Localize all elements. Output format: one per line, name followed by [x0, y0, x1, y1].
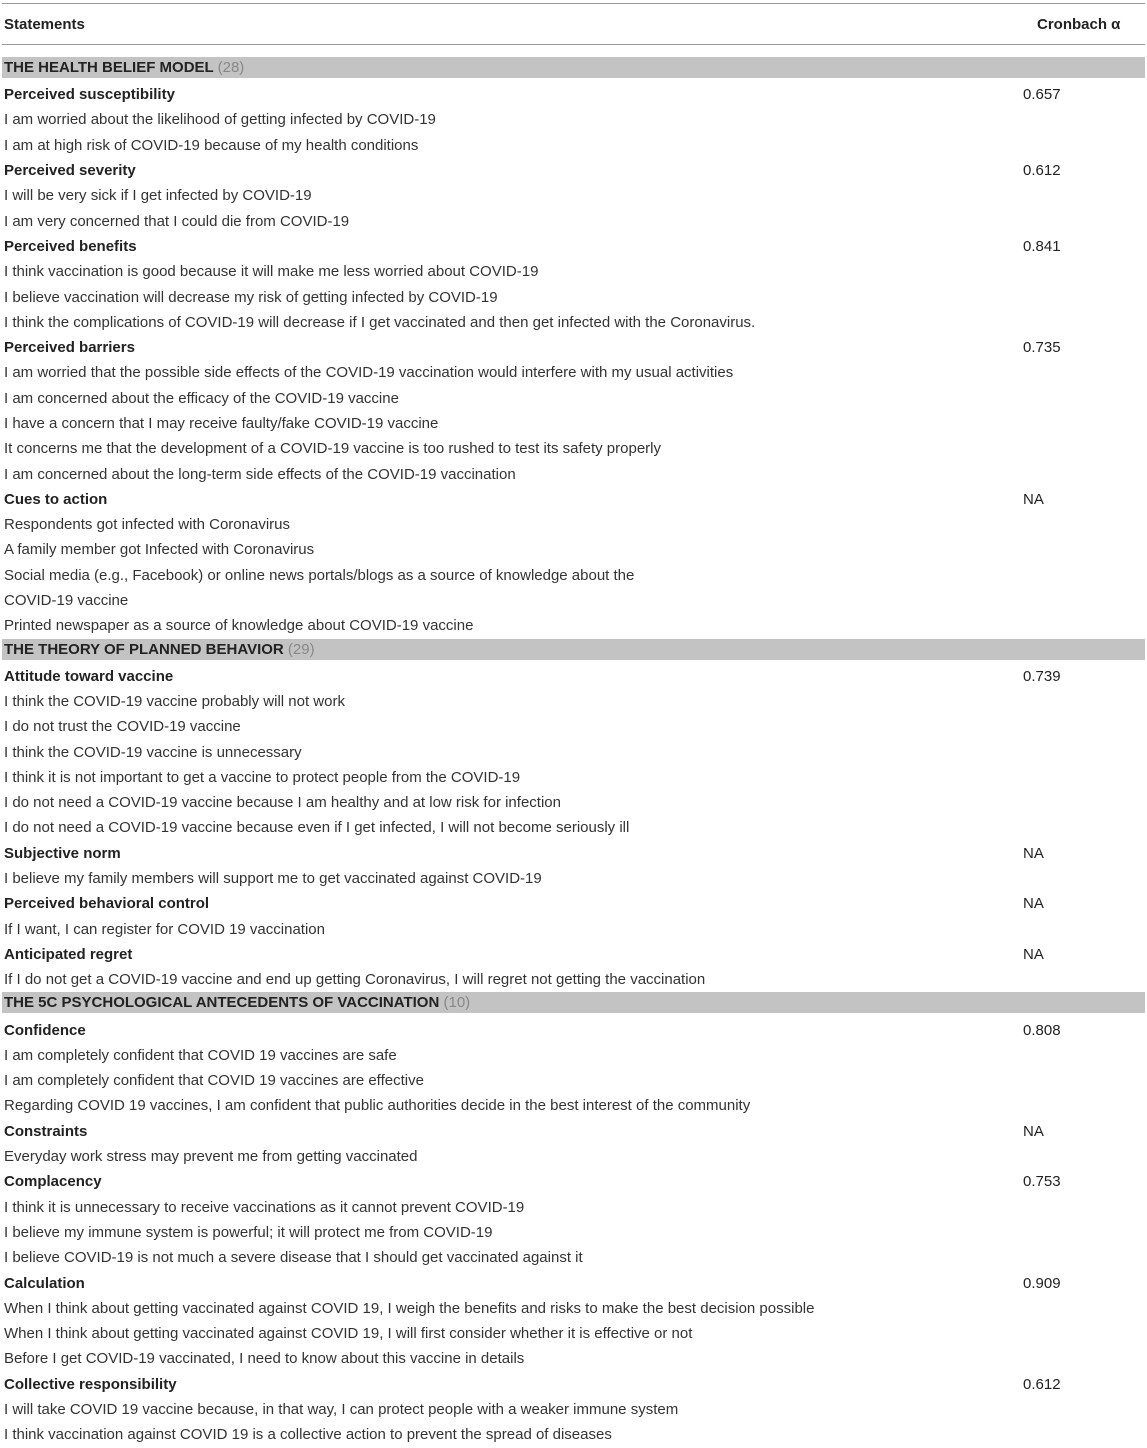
statement-row — [2, 1220, 1145, 1245]
statement-text: I think vaccination against COVID 19 is a collective action to prevent the spread of diseases — [4, 1426, 612, 1444]
construct-row — [2, 1017, 1145, 1042]
statement-text: I am at high risk of COVID-19 because of my health conditions — [4, 136, 419, 154]
statement-row — [2, 411, 1145, 436]
section-title-cell — [2, 641, 1023, 658]
statement-row — [2, 739, 1145, 764]
construct-name: Collective responsibility — [4, 1375, 177, 1393]
statement-text: I do not need a COVID-19 vaccine because I am healthy and at low risk for infection — [4, 794, 561, 812]
statement-row — [2, 917, 1145, 942]
statement-row — [2, 461, 1145, 486]
statement-text: I think the COVID-19 vaccine is unnecessary — [4, 743, 302, 761]
cronbach-alpha-value: 0.841 — [1023, 237, 1061, 255]
construct-name: Complacency — [4, 1173, 102, 1191]
statement-text: I think vaccination is good because it will make me less worried about COVID-19 — [4, 263, 539, 281]
statement-row — [2, 183, 1145, 208]
construct-name: Perceived behavioral control — [4, 895, 210, 913]
cronbach-alpha-value: 0.808 — [1023, 1021, 1061, 1039]
statement-text: I believe my family members will support me to get vaccinated against COVID-19 — [4, 870, 542, 888]
statement-text: I believe vaccination will decrease my risk of getting infected by COVID-19 — [4, 288, 498, 306]
construct-row — [2, 664, 1145, 689]
section-title: THE 5C PSYCHOLOGICAL ANTECEDENTS OF VACCINATION — [4, 994, 440, 1012]
statement-text: Printed newspaper as a source of knowledge about COVID-19 vaccine — [4, 617, 474, 635]
statement-text: I have a concern that I may receive faulty/fake COVID-19 vaccine — [4, 415, 439, 432]
statement-text: I think the complications of COVID-19 will decrease if I get vaccinated and then get infected with the Coronavirus. — [4, 313, 756, 331]
statement-row — [2, 815, 1145, 840]
construct-row — [2, 234, 1145, 259]
statement-row — [2, 1397, 1145, 1422]
construct-name: Constraints — [4, 1122, 88, 1140]
statement-row — [2, 1068, 1145, 1093]
statement-row — [2, 689, 1145, 714]
construct-row — [2, 335, 1145, 360]
construct-row — [2, 1270, 1145, 1295]
statement-text: I will take COVID 19 vaccine because, in that way, I can protect people with a weaker immune system — [4, 1400, 679, 1418]
statement-text: If I do not get a COVID-19 vaccine and end up getting Coronavirus, I will regret not getting the vaccination — [4, 971, 706, 989]
statement-row — [2, 360, 1145, 385]
cronbach-alpha-value: 0.735 — [1023, 339, 1061, 357]
statement-row — [2, 208, 1145, 233]
section-title: THE THEORY OF PLANNED BEHAVIOR — [4, 640, 284, 658]
section-title: THE HEALTH BELIEF MODEL — [4, 59, 214, 76]
header-cronbach-alpha: Cronbach α — [1037, 15, 1121, 33]
construct-name: Perceived susceptibility — [4, 86, 175, 104]
statement-text: When I think about getting vaccinated against COVID 19, I will first consider whether it is effective or not — [4, 1325, 693, 1343]
statement-text: A family member got Infected with Coronavirus — [4, 541, 315, 559]
statement-row — [2, 1346, 1145, 1371]
construct-row — [2, 841, 1145, 866]
section-title-cell — [2, 994, 1023, 1011]
construct-row — [2, 942, 1145, 967]
section-title-cell — [2, 59, 1023, 76]
construct-name: Perceived benefits — [4, 237, 137, 255]
statement-text: I am completely confident that COVID 19 vaccines are safe — [4, 1046, 397, 1064]
statement-row — [2, 1043, 1145, 1068]
statement-row — [2, 1321, 1145, 1346]
statement-row — [2, 790, 1145, 815]
section-reference: (28) — [217, 59, 245, 76]
statement-row — [2, 107, 1145, 132]
construct-name: Calculation — [4, 1274, 85, 1292]
header-statements: Statements — [4, 15, 85, 33]
table-header — [2, 3, 1145, 45]
construct-name: Attitude toward vaccine — [4, 667, 174, 685]
cronbach-alpha-value: NA — [1023, 1122, 1044, 1140]
cronbach-alpha-value: NA — [1023, 844, 1044, 862]
statement-text: If I want, I can register for COVID 19 vaccination — [4, 920, 325, 938]
statement-text: I am worried about the likelihood of getting infected by COVID-19 — [4, 111, 436, 129]
statement-text: I think the COVID-19 vaccine probably will not work — [4, 692, 345, 710]
statement-text: Social media (e.g., Facebook) or online news portals/blogs as a source of knowledge about the — [4, 566, 635, 584]
statement-text: Respondents got infected with Coronavirus — [4, 516, 290, 534]
construct-row — [2, 158, 1145, 183]
statement-row — [2, 588, 1145, 613]
statement-text: I am concerned about the efficacy of the COVID-19 vaccine — [4, 389, 399, 407]
table-body — [2, 57, 1145, 1447]
statement-row — [2, 1144, 1145, 1169]
statement-text: I am very concerned that I could die from COVID-19 — [4, 212, 350, 230]
statement-text: I do not trust the COVID-19 vaccine — [4, 718, 241, 736]
statement-row — [2, 1296, 1145, 1321]
construct-row — [2, 1119, 1145, 1144]
section-header — [2, 57, 1145, 78]
statement-text: Before I get COVID-19 vaccinated, I need to know about this vaccine in details — [4, 1350, 525, 1368]
statement-text: I am completely confident that COVID 19 vaccines are effective — [4, 1072, 424, 1090]
statements-table — [2, 3, 1145, 1447]
statement-row — [2, 967, 1145, 992]
cronbach-alpha-value: NA — [1023, 945, 1044, 963]
statement-text: I do not need a COVID-19 vaccine because even if I get infected, I will not become seriously ill — [4, 819, 630, 837]
statement-row — [2, 1245, 1145, 1270]
statement-row — [2, 310, 1145, 335]
section-header — [2, 639, 1145, 660]
section-header — [2, 992, 1145, 1013]
construct-row — [2, 487, 1145, 512]
construct-name: Perceived severity — [4, 162, 136, 180]
statement-text: COVID-19 vaccine — [4, 592, 129, 610]
statement-text: When I think about getting vaccinated against COVID 19, I weigh the benefits and risks to make the best decision possible — [4, 1299, 815, 1317]
construct-row — [2, 891, 1145, 916]
statement-text: It concerns me that the development of a COVID-19 vaccine is too rushed to test its safety properly — [4, 440, 661, 458]
statement-row — [2, 1093, 1145, 1118]
statement-text: Regarding COVID 19 vaccines, I am confident that public authorities decide in the best interest of the community — [4, 1097, 751, 1115]
construct-name: Anticipated regret — [4, 945, 133, 963]
cronbach-alpha-value: NA — [1023, 895, 1044, 913]
construct-name: Cues to action — [4, 490, 108, 508]
statement-text: I think it is not important to get a vaccine to protect people from the COVID-19 — [4, 768, 521, 786]
construct-name: Confidence — [4, 1021, 86, 1039]
section-reference: (29) — [287, 640, 315, 658]
cronbach-alpha-value: 0.739 — [1023, 667, 1061, 685]
section-reference: (10) — [443, 994, 471, 1012]
construct-row — [2, 82, 1145, 107]
statement-row — [2, 436, 1145, 461]
cronbach-alpha-value: 0.753 — [1023, 1173, 1061, 1191]
statement-text: I am worried that the possible side effects of the COVID-19 vaccination would interfere with my usual activities — [4, 364, 734, 382]
construct-row — [2, 1372, 1145, 1397]
statement-row — [2, 284, 1145, 309]
cronbach-alpha-value: 0.612 — [1023, 162, 1061, 180]
statement-text: Everyday work stress may prevent me from getting vaccinated — [4, 1148, 418, 1166]
statement-text: I am concerned about the long-term side effects of the COVID-19 vaccination — [4, 465, 516, 483]
construct-row — [2, 1169, 1145, 1194]
statement-row — [2, 1194, 1145, 1219]
statement-row — [2, 537, 1145, 562]
statement-text: I believe COVID-19 is not much a severe disease that I should get vaccinated against it — [4, 1249, 583, 1267]
statement-row — [2, 386, 1145, 411]
statement-row — [2, 512, 1145, 537]
statement-row — [2, 866, 1145, 891]
cronbach-alpha-value: 0.612 — [1023, 1375, 1061, 1393]
statement-row — [2, 133, 1145, 158]
statement-text: I believe my immune system is powerful; it will protect me from COVID-19 — [4, 1223, 493, 1241]
construct-name: Subjective norm — [4, 844, 121, 862]
statement-row — [2, 259, 1145, 284]
cronbach-alpha-value: 0.909 — [1023, 1274, 1061, 1292]
statement-row — [2, 1422, 1145, 1447]
cronbach-alpha-value: NA — [1023, 490, 1044, 508]
statement-row — [2, 765, 1145, 790]
statement-row — [2, 563, 1145, 588]
construct-name: Perceived barriers — [4, 339, 135, 357]
statement-row — [2, 613, 1145, 638]
cronbach-alpha-value: 0.657 — [1023, 86, 1061, 104]
statement-text: I will be very sick if I get infected by COVID-19 — [4, 187, 312, 205]
statement-text: I think it is unnecessary to receive vaccinations as it cannot prevent COVID-19 — [4, 1198, 525, 1216]
statement-row — [2, 714, 1145, 739]
